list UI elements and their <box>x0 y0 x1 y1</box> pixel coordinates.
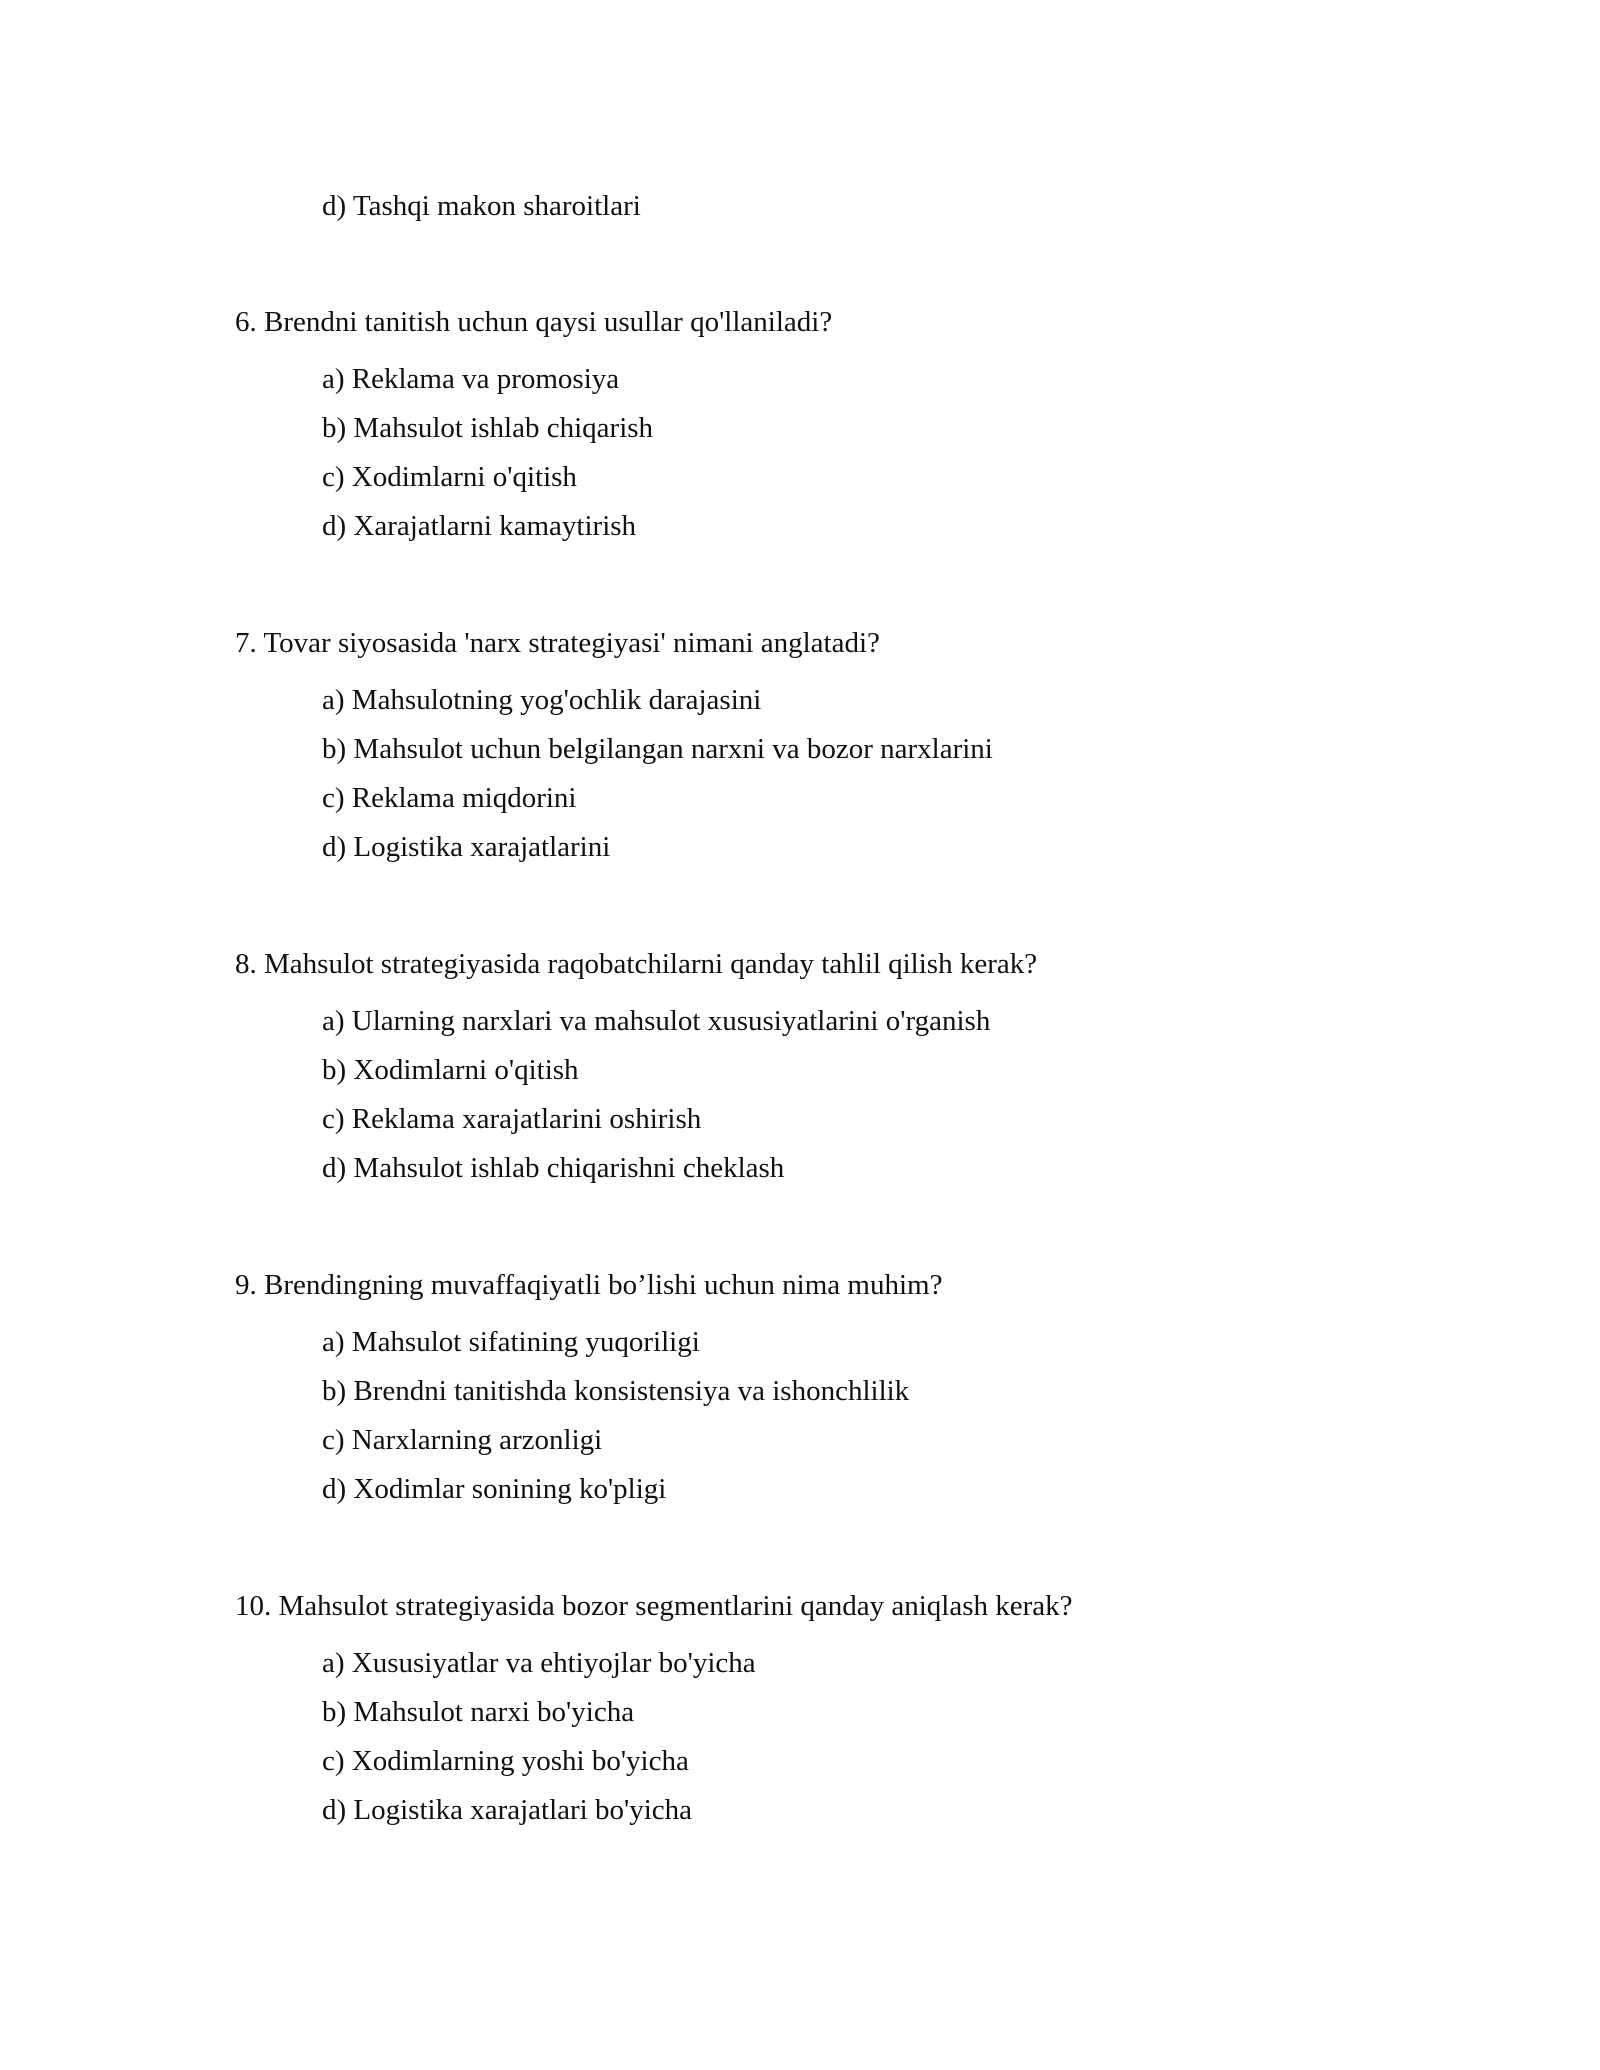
question-9: 9. Brendingning muvaffaqiyatli bo’lishi uchun nima muhim? <box>235 1269 943 1301</box>
question-8-option-a: a) Ularning narxlari va mahsulot xususiyatlarini o'rganish <box>322 1005 991 1037</box>
question-7-option-a: a) Mahsulotning yog'ochlik darajasini <box>322 684 762 716</box>
question-6: 6. Brendni tanitish uchun qaysi usullar qo'llaniladi? <box>235 306 833 338</box>
question-8-option-d: d) Mahsulot ishlab chiqarishni cheklash <box>322 1152 785 1184</box>
question-8: 8. Mahsulot strategiyasida raqobatchilarni qanday tahlil qilish kerak? <box>235 948 1038 980</box>
question-8-option-c: c) Reklama xarajatlarini oshirish <box>322 1103 702 1135</box>
question-9-option-d: d) Xodimlar sonining ko'pligi <box>322 1473 667 1505</box>
question-6-option-b: b) Mahsulot ishlab chiqarish <box>322 412 654 444</box>
question-6-option-d: d) Xarajatlarni kamaytirish <box>322 510 637 542</box>
question-7-option-c: c) Reklama miqdorini <box>322 782 577 814</box>
question-8-option-b: b) Xodimlarni o'qitish <box>322 1054 579 1086</box>
question-6-option-a: a) Reklama va promosiya <box>322 363 620 395</box>
question-7-option-b: b) Mahsulot uchun belgilangan narxni va bozor narxlarini <box>322 733 993 765</box>
question-7: 7. Tovar siyosasida 'narx strategiyasi' nimani anglatadi? <box>235 627 880 659</box>
question-6-option-c: c) Xodimlarni o'qitish <box>322 461 577 493</box>
question-9-option-b: b) Brendni tanitishda konsistensiya va ishonchlilik <box>322 1375 910 1407</box>
question-7-option-d: d) Logistika xarajatlarini <box>322 831 611 863</box>
question-9-option-c: c) Narxlarning arzonligi <box>322 1424 603 1456</box>
question-10: 10. Mahsulot strategiyasida bozor segmentlarini qanday aniqlash kerak? <box>235 1590 1073 1622</box>
question-9-option-a: a) Mahsulot sifatining yuqoriligi <box>322 1326 700 1358</box>
intro-option: d) Tashqi makon sharoitlari <box>322 190 641 222</box>
question-10-option-a: a) Xususiyatlar va ehtiyojlar bo'yicha <box>322 1647 756 1679</box>
question-10-option-c: c) Xodimlarning yoshi bo'yicha <box>322 1745 689 1777</box>
question-10-option-b: b) Mahsulot narxi bo'yicha <box>322 1696 635 1728</box>
question-10-option-d: d) Logistika xarajatlari bo'yicha <box>322 1794 693 1826</box>
